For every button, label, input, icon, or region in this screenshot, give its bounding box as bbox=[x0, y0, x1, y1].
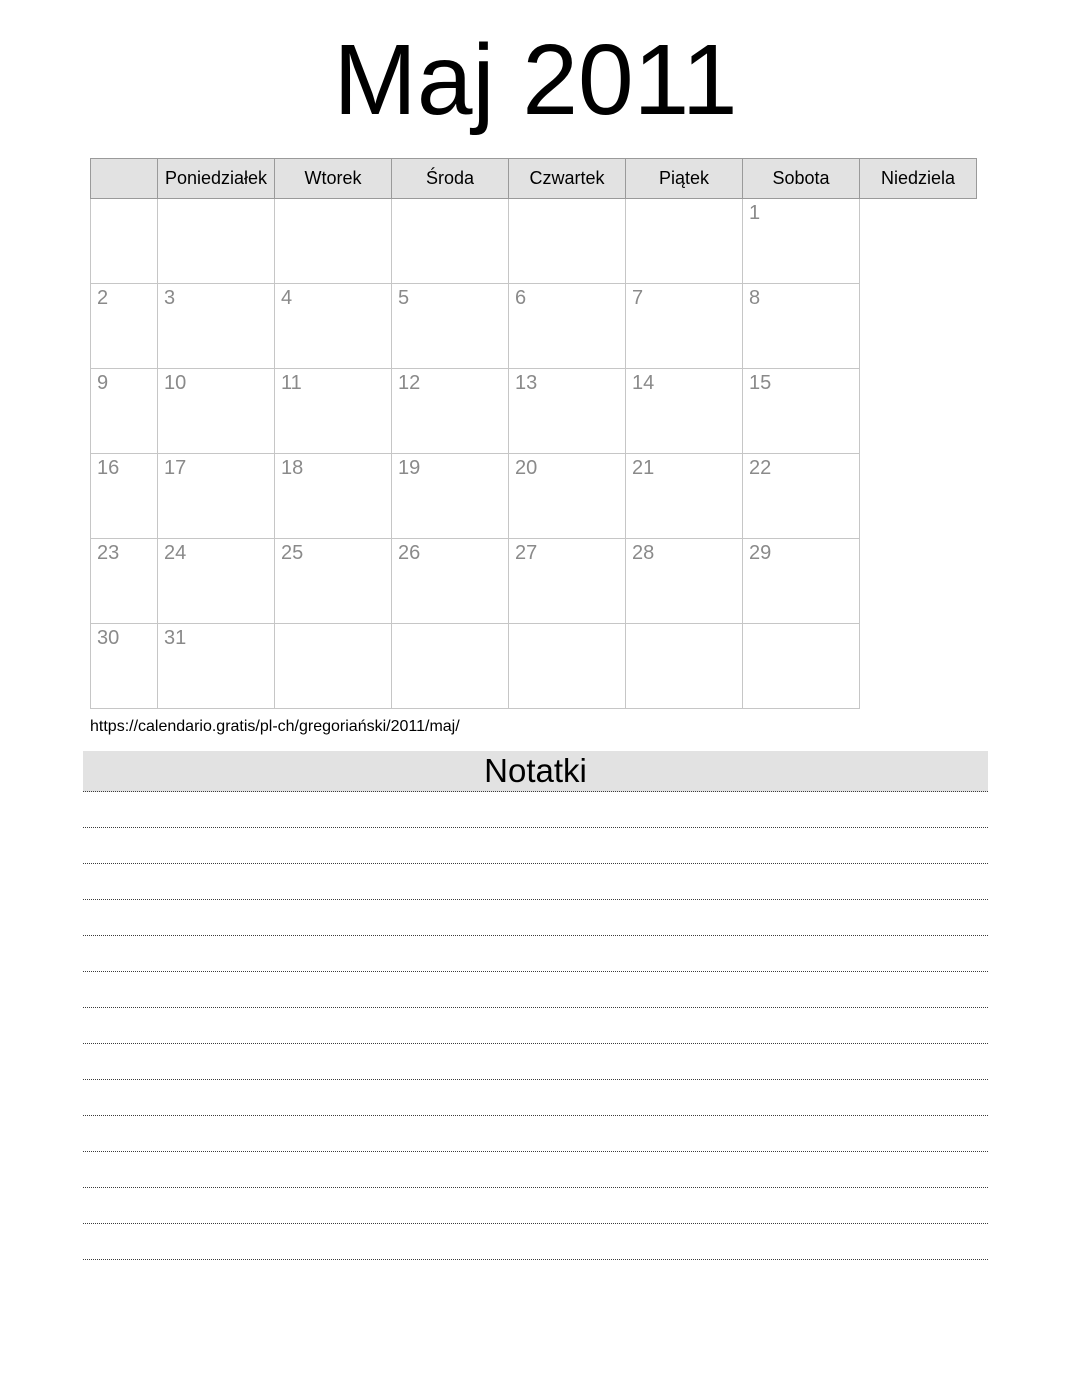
day-number: 19 bbox=[398, 457, 421, 479]
source-url: https://calendario.gratis/pl-ch/gregoriański/2011/maj/ bbox=[90, 718, 460, 735]
day-cell-23 bbox=[91, 539, 158, 624]
day-cell-22 bbox=[743, 454, 860, 539]
day-cell-20 bbox=[509, 454, 626, 539]
day-number: 4 bbox=[281, 287, 293, 309]
day-cell-31 bbox=[158, 624, 275, 709]
day-cell-2 bbox=[91, 284, 158, 369]
day-number: 12 bbox=[398, 372, 421, 394]
day-cell-empty bbox=[91, 199, 158, 284]
day-cell-21 bbox=[626, 454, 743, 539]
day-number: 31 bbox=[164, 627, 187, 649]
note-line bbox=[83, 864, 988, 900]
day-cell-24 bbox=[158, 539, 275, 624]
note-line bbox=[83, 900, 988, 936]
day-cell-4 bbox=[275, 284, 392, 369]
day-cell-9 bbox=[91, 369, 158, 454]
day-cell-14 bbox=[626, 369, 743, 454]
day-cell-17 bbox=[158, 454, 275, 539]
weekday-header: Piątek bbox=[626, 159, 743, 199]
day-cell-30 bbox=[91, 624, 158, 709]
day-cell-empty bbox=[509, 624, 626, 709]
weekday-header: Środa bbox=[392, 159, 509, 199]
day-cell-19 bbox=[392, 454, 509, 539]
day-number: 23 bbox=[97, 542, 120, 564]
day-number: 7 bbox=[632, 287, 644, 309]
day-cell-5 bbox=[392, 284, 509, 369]
day-cell-8 bbox=[743, 284, 860, 369]
day-cell-26 bbox=[392, 539, 509, 624]
calendar-side-column bbox=[91, 159, 158, 199]
day-cell-25 bbox=[275, 539, 392, 624]
day-number: 5 bbox=[398, 287, 410, 309]
day-cell-29 bbox=[743, 539, 860, 624]
day-number: 15 bbox=[749, 372, 772, 394]
note-lines bbox=[83, 792, 988, 1260]
day-cell-13 bbox=[509, 369, 626, 454]
day-cell-empty bbox=[626, 624, 743, 709]
day-cell-empty bbox=[275, 199, 392, 284]
day-cell-28 bbox=[626, 539, 743, 624]
day-number: 28 bbox=[632, 542, 655, 564]
note-line bbox=[83, 1044, 988, 1080]
day-cell-empty bbox=[158, 199, 275, 284]
day-number: 29 bbox=[749, 542, 772, 564]
day-cell-empty bbox=[626, 199, 743, 284]
day-number: 3 bbox=[164, 287, 176, 309]
weekday-header: Niedziela bbox=[860, 159, 977, 199]
calendar-week-row bbox=[91, 369, 977, 454]
day-number: 14 bbox=[632, 372, 655, 394]
day-number: 30 bbox=[97, 627, 120, 649]
day-cell-empty bbox=[743, 624, 860, 709]
day-cell-empty bbox=[509, 199, 626, 284]
day-number: 13 bbox=[515, 372, 538, 394]
note-line bbox=[83, 1188, 988, 1224]
calendar-week-row bbox=[91, 454, 977, 539]
notes-title: Notatki bbox=[484, 752, 587, 789]
day-number: 10 bbox=[164, 372, 187, 394]
calendar-week-row bbox=[91, 284, 977, 369]
day-cell-1 bbox=[743, 199, 860, 284]
day-number: 9 bbox=[97, 372, 109, 394]
weekday-header-row bbox=[91, 159, 977, 199]
note-line bbox=[83, 1152, 988, 1188]
day-number: 16 bbox=[97, 457, 120, 479]
day-number: 24 bbox=[164, 542, 187, 564]
day-number: 6 bbox=[515, 287, 527, 309]
weekday-header: Czwartek bbox=[509, 159, 626, 199]
day-number: 17 bbox=[164, 457, 187, 479]
page-title: Maj 2011 bbox=[333, 24, 738, 136]
day-number: 18 bbox=[281, 457, 304, 479]
note-line bbox=[83, 792, 988, 828]
note-line bbox=[83, 1116, 988, 1152]
note-line bbox=[83, 972, 988, 1008]
note-line bbox=[83, 1080, 988, 1116]
day-cell-empty bbox=[392, 624, 509, 709]
day-cell-11 bbox=[275, 369, 392, 454]
day-cell-3 bbox=[158, 284, 275, 369]
day-number: 8 bbox=[749, 287, 761, 309]
weekday-header: Sobota bbox=[743, 159, 860, 199]
day-cell-27 bbox=[509, 539, 626, 624]
day-number: 20 bbox=[515, 457, 538, 479]
day-number: 26 bbox=[398, 542, 421, 564]
notes-header-bar bbox=[83, 751, 988, 792]
day-number: 2 bbox=[97, 287, 109, 309]
day-cell-16 bbox=[91, 454, 158, 539]
day-cell-empty bbox=[392, 199, 509, 284]
note-line bbox=[83, 936, 988, 972]
day-number: 25 bbox=[281, 542, 304, 564]
weekday-header: Wtorek bbox=[275, 159, 392, 199]
day-cell-10 bbox=[158, 369, 275, 454]
day-cell-12 bbox=[392, 369, 509, 454]
calendar-week-row bbox=[91, 199, 977, 284]
calendar-week-row bbox=[91, 539, 977, 624]
day-cell-6 bbox=[509, 284, 626, 369]
day-cell-18 bbox=[275, 454, 392, 539]
weekday-header: Poniedziałek bbox=[158, 159, 275, 199]
day-number: 21 bbox=[632, 457, 655, 479]
day-number: 11 bbox=[281, 372, 302, 394]
day-cell-7 bbox=[626, 284, 743, 369]
note-line bbox=[83, 1008, 988, 1044]
day-cell-15 bbox=[743, 369, 860, 454]
calendar-week-row bbox=[91, 624, 977, 709]
day-number: 1 bbox=[749, 202, 761, 224]
note-line bbox=[83, 1224, 988, 1260]
note-line bbox=[83, 828, 988, 864]
notes-section bbox=[83, 751, 988, 1260]
day-cell-empty bbox=[275, 624, 392, 709]
day-number: 27 bbox=[515, 542, 538, 564]
calendar-table bbox=[90, 158, 977, 709]
day-number: 22 bbox=[749, 457, 772, 479]
